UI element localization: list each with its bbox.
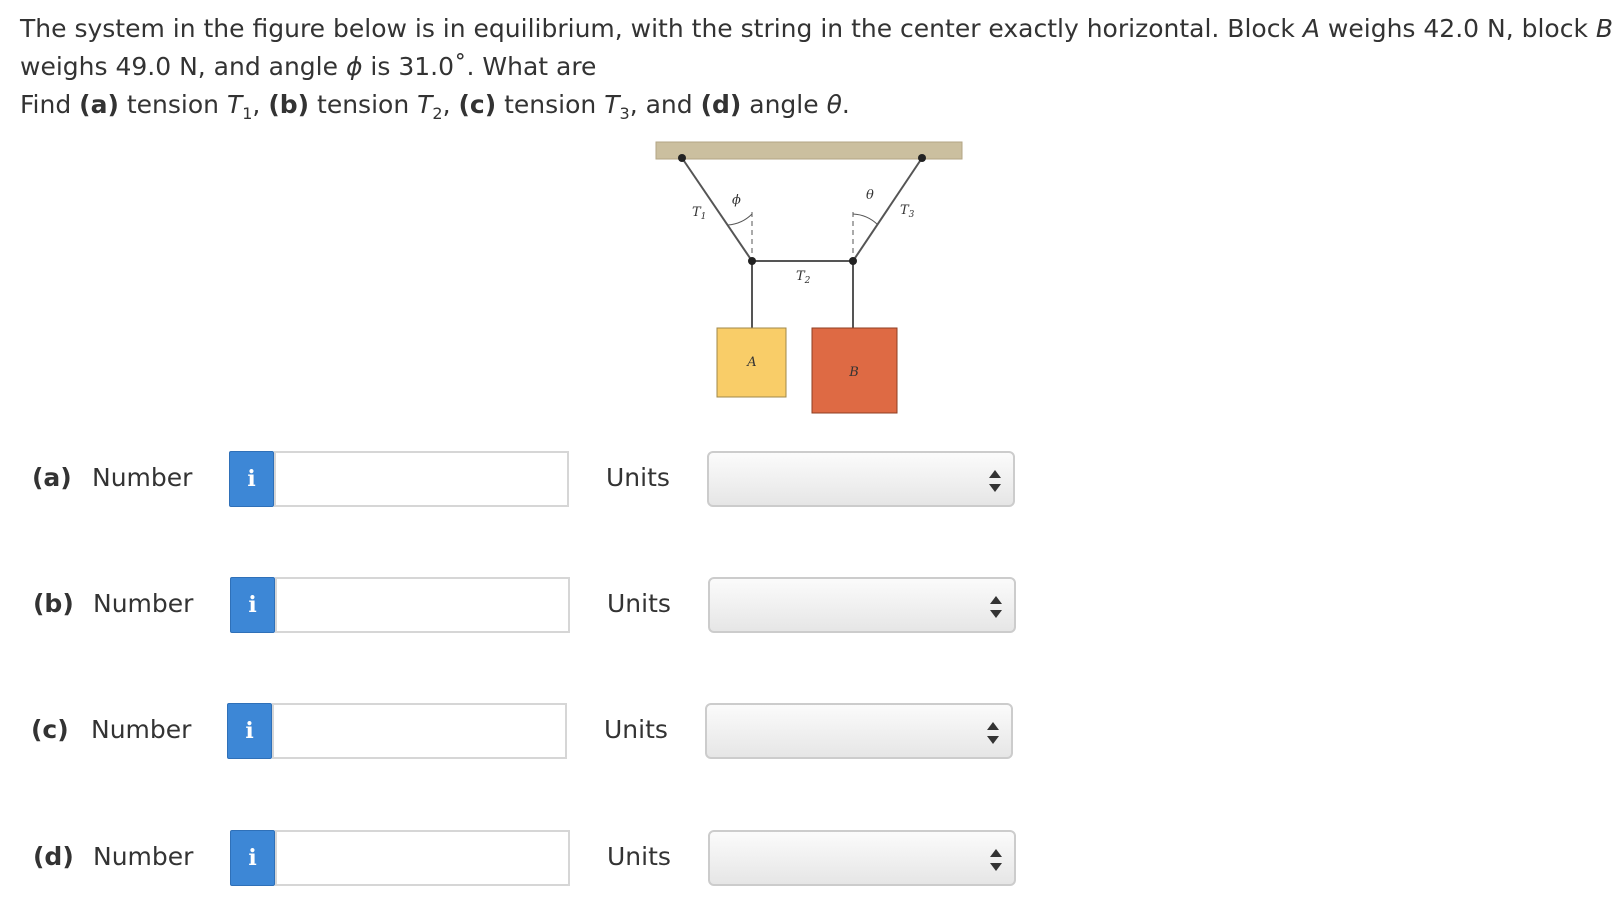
theta-arc	[853, 214, 878, 225]
block-a-ref: A	[1302, 14, 1320, 43]
part-d-ref: (d)	[700, 90, 742, 119]
select-arrows-icon	[987, 722, 999, 744]
question-text-part: ,	[442, 90, 459, 119]
info-button[interactable]: i	[230, 830, 275, 886]
number-input-a[interactable]	[274, 451, 569, 507]
question-text	[20, 10, 1613, 124]
t3-symbol: T	[604, 90, 620, 119]
question-text-part: tension	[309, 90, 418, 119]
question-text-part: weighs 42.0 N, block	[1319, 14, 1596, 43]
part-a-ref: (a)	[79, 90, 119, 119]
t3-label	[900, 203, 915, 220]
question-text-part: The system in the figure below is in equilibrium, with the string in the center exactly horizontal. Block	[20, 14, 1303, 43]
phi-label: ϕ	[732, 193, 741, 208]
units-label: Units	[606, 463, 670, 492]
block-b-label: B	[849, 365, 859, 380]
question-text-part: tension	[118, 90, 227, 119]
number-input-b[interactable]	[275, 577, 570, 633]
select-arrows-icon	[990, 596, 1002, 618]
t1-label-letter: T	[692, 205, 701, 220]
units-select-c[interactable]	[705, 703, 1013, 759]
t1-symbol: T	[226, 90, 243, 119]
question-line-1	[20, 10, 1613, 48]
question-text-part: weighs 49.0 N, and angle	[20, 52, 346, 81]
question-text-part: ,	[252, 90, 269, 119]
number-input-c[interactable]	[272, 703, 567, 759]
phi-symbol: ϕ	[345, 52, 363, 81]
question-line-3	[20, 86, 1545, 124]
part-c-ref: (c)	[458, 90, 497, 119]
equilibrium-figure	[640, 132, 970, 422]
question-text-part: tension	[496, 90, 605, 119]
t1-label	[692, 205, 706, 222]
question-text-part: , and	[629, 90, 701, 119]
knot-right	[849, 257, 857, 265]
phi-arc	[728, 214, 752, 225]
t2-label-subscript: 2	[804, 276, 811, 286]
t3-label-subscript: 3	[908, 210, 915, 220]
number-label: Number	[92, 463, 193, 492]
info-button[interactable]: i	[229, 451, 274, 507]
t1-label-subscript: 1	[700, 212, 707, 222]
number-label: Number	[93, 589, 194, 618]
t2-subscript: 2	[432, 104, 443, 123]
block-b-ref: B	[1595, 14, 1613, 43]
knot-left	[748, 257, 756, 265]
info-button[interactable]: i	[230, 577, 275, 633]
number-input-d[interactable]	[275, 830, 570, 886]
t3-subscript: 3	[619, 104, 630, 123]
part-label: (a)	[32, 463, 72, 492]
units-label: Units	[607, 842, 671, 871]
select-arrows-icon	[989, 470, 1001, 492]
theta-symbol: θ	[826, 90, 842, 119]
units-select-d[interactable]	[708, 830, 1016, 886]
question-line-2	[20, 48, 1545, 86]
question-text-part: is 31.0˚. What are	[362, 52, 597, 81]
anchor-right	[918, 154, 926, 162]
t3-label-letter: T	[900, 203, 909, 218]
block-a-label: A	[747, 355, 757, 370]
question-text-part: Find	[20, 90, 80, 119]
units-select-a[interactable]	[707, 451, 1015, 507]
units-select-b[interactable]	[708, 577, 1016, 633]
theta-label: θ	[866, 188, 874, 203]
units-label: Units	[604, 715, 668, 744]
question-text-part: angle	[741, 90, 827, 119]
select-arrows-icon	[990, 849, 1002, 871]
t1-subscript: 1	[242, 104, 253, 123]
number-label: Number	[91, 715, 192, 744]
part-label: (c)	[31, 715, 69, 744]
question-text-part: .	[841, 90, 850, 119]
part-b-ref: (b)	[268, 90, 310, 119]
info-button[interactable]: i	[227, 703, 272, 759]
anchor-left	[678, 154, 686, 162]
t2-label	[796, 269, 811, 286]
ceiling	[656, 142, 962, 159]
units-label: Units	[607, 589, 671, 618]
t2-label-letter: T	[796, 269, 805, 284]
part-label: (b)	[33, 589, 74, 618]
number-label: Number	[93, 842, 194, 871]
t2-symbol: T	[417, 90, 433, 119]
part-label: (d)	[33, 842, 74, 871]
